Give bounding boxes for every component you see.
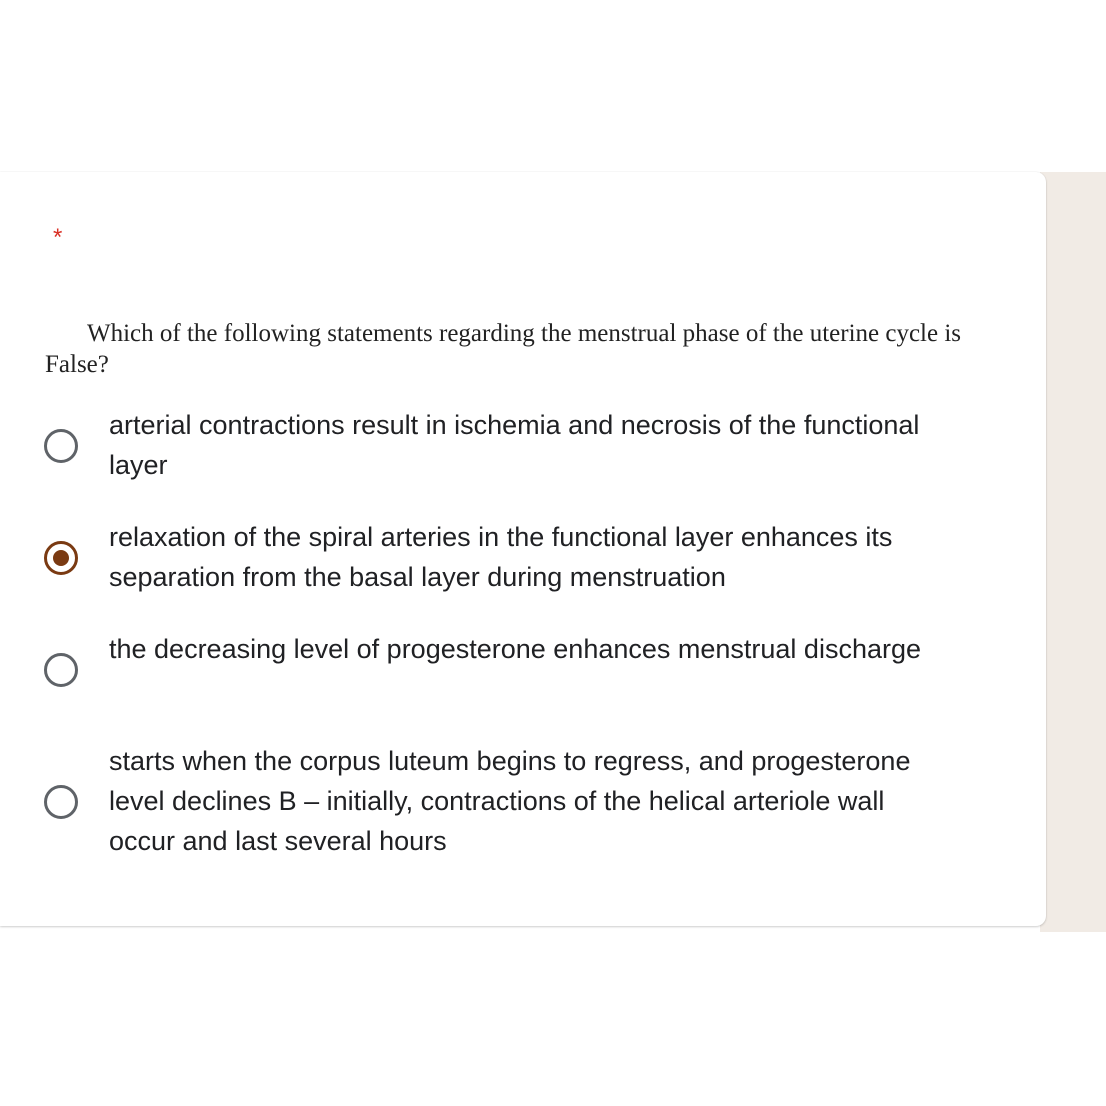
- radio-unchecked-icon[interactable]: [44, 429, 78, 463]
- required-marker: *: [53, 224, 63, 251]
- option-3[interactable]: [44, 629, 944, 713]
- radio-checked-icon[interactable]: [44, 541, 78, 575]
- radio-dot-icon: [53, 550, 69, 566]
- option-4[interactable]: [44, 741, 944, 865]
- option-2[interactable]: [44, 517, 944, 601]
- question-text: Which of the following statements regarding the menstrual phase of the uterine cycle is False?: [45, 320, 962, 378]
- page-background-panel: [1040, 172, 1106, 932]
- radio-unchecked-icon[interactable]: [44, 785, 78, 819]
- option-1[interactable]: [44, 405, 944, 489]
- option-label: arterial contractions result in ischemia and necrosis of the functional layer: [109, 410, 920, 480]
- option-label: the decreasing level of progesterone enhances menstrual discharge: [109, 634, 922, 664]
- option-label: starts when the corpus luteum begins to regress, and progesterone level declines B – initially, contractions of the helical arteriole wall occur and last several hours: [109, 746, 911, 856]
- option-label: relaxation of the spiral arteries in the functional layer enhances its separation from the basal layer during menstruation: [109, 522, 893, 592]
- radio-unchecked-icon[interactable]: [44, 653, 78, 687]
